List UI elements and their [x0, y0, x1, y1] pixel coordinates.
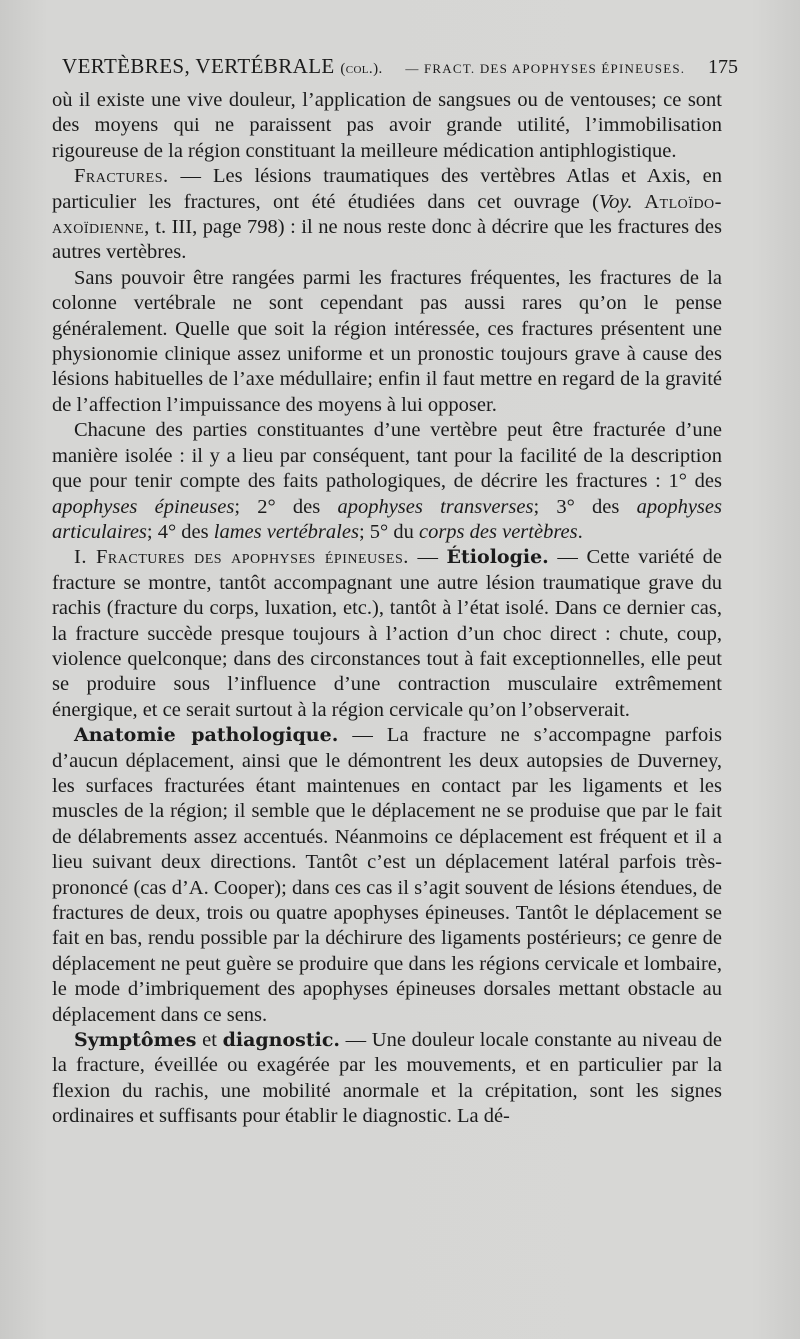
diagnostic-heading: diagnostic. [222, 1029, 341, 1052]
paragraph-1: où il existe une vive douleur, l’application de sangsues ou de ventouses; ce sont des moyens qui ne paraissent pas avoir grande utilité, l’immobilisation rigoureuse de la région constituant la meilleure médication antiphlogistique. [52, 89, 722, 162]
paragraph-3: Sans pouvoir être rangées parmi les fractures fréquentes, les fractures de la colonne vertébrale ne sont cependant pas aussi rares qu’on le pense généralement. Quelle que soit la région intéressée, ces fractures présentent une physionomie clinique assez uniforme et un pronostic toujours grave à cause des lésions habituelles de l’axe médullaire; enfin il faut mettre en regard de la gravité de l’affection l’impuissance des moyens à lui opposer. [52, 266, 722, 416]
section-heading-i: I. Fractures des apophyses épineuses. [74, 546, 409, 569]
paragraph-etiologie: I. Fractures des apophyses épineuses. — Étiologie. — Cette variété de fracture se montre, tantôt accompagnant une autre lésion traumatique grave du rachis (fracture du corps, luxation, etc.), tantôt à l’état isolé. Dans ce dernier cas, la fracture succède presque toujours à l’action d’un choc direct : chute, coup, violence quelconque; dans des circonstances tout à fait exceptionnelles, elle peut se produire sous l’influence d’une contraction musculaire extrêmement énergique, et ce serait surtout à la région cervicale qu’on l’observerait. [52, 546, 722, 721]
fractures-heading: Fractures. [74, 165, 169, 188]
body-text [52, 88, 722, 1130]
paragraph-anatomie: Anatomie pathologique. — La fracture ne s’accompagne parfois d’aucun déplacement, ainsi que le démontrent les deux autopsies de Duverney, les surfaces fracturées étant maintenues en contact par les ligaments et les muscles de la région; il semble que le déplacement ne se produise que par le fait de délabrements assez accentués. Néanmoins ce déplacement est fréquent et il a lieu suivant deux directions. Tantôt c’est un déplacement latéral parfois très-prononcé (cas d’A. Cooper); dans ces cas il s’agit souvent de lésions étendues, de fractures de deux, trois ou quatre apophyses épineuses. Tantôt le déplacement se fait en bas, rendu possible par la déchirure des ligaments postérieurs; ce genre de déplacement ne peut guère se produire que dans les régions cervicale et lombaire, le mode d’imbriquement des apophyses épineuses dorsales mettant obstacle au déplacement dans ce sens. [52, 724, 722, 1026]
anatomie-heading: Anatomie pathologique. [74, 724, 339, 747]
symptomes-heading: Symptômes [74, 1029, 197, 1052]
paragraph-4: Chacune des parties constituantes d’une vertèbre peut être fracturée d’une manière isolée : il y a lieu par conséquent, tant pour la facilité de la description que pour tenir compte des faits pathologiques, de décrire les fractures : 1° des apophyses épineuses; 2° des apophyses transverses; 3° des apophyses articulaires; 4° des lames vertébrales; 5° du corps des vertèbres. [52, 419, 722, 543]
running-title: VERTÈBRES, VERTÉBRALE (col.). [62, 54, 383, 78]
page-number: 175 [707, 56, 738, 78]
paragraph-fractures: Fractures. — Les lésions traumatiques des vertèbres Atlas et Axis, en particulier les fractures, ont été étudiées dans cet ouvrage (Voy. Atloïdo-axoïdienne, t. III, page 798) : il ne nous reste donc à décrire que les fractures des autres vertèbres. [52, 165, 722, 264]
section-title: — FRACT. DES APOPHYSES ÉPINEUSES. [405, 61, 686, 76]
running-header [62, 54, 738, 79]
etiologie-heading: Étiologie. [446, 546, 549, 569]
paragraph-symptomes: Symptômes et diagnostic. — Une douleur locale constante au niveau de la fracture, éveillée ou exagérée par les mouvements, et en particulier par la flexion du rachis, une mobilité anormale et la crépitation, sont les signes ordinaires et suffisants pour établir le diagnostic. La dé- [52, 1029, 723, 1128]
